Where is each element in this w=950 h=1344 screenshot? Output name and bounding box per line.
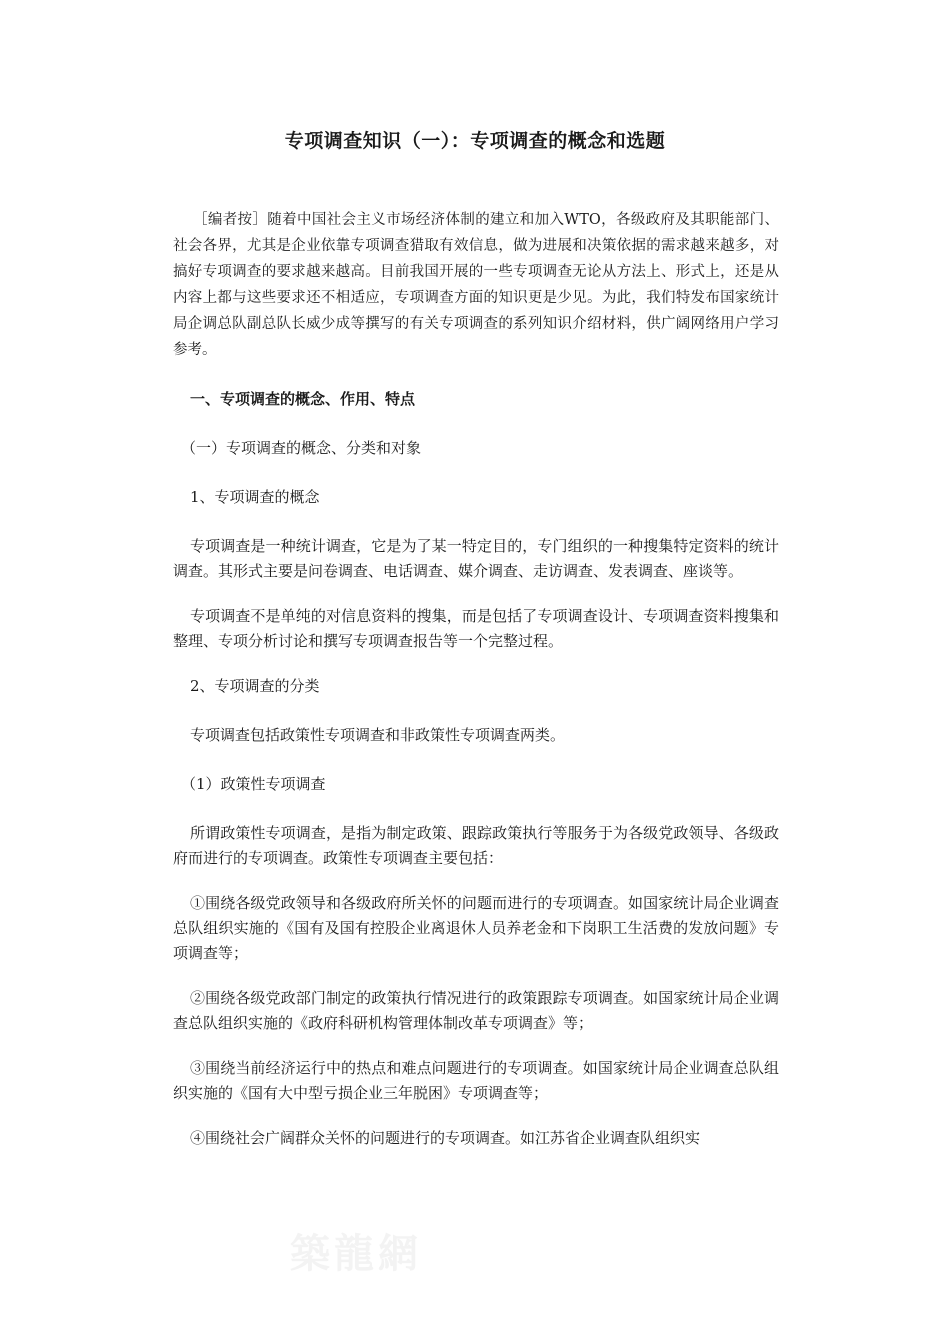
editor-note: ［编者按］随着中国社会主义市场经济体制的建立和加入WTO，各级政府及其职能部门、社会各界，尤其是企业依靠专项调查猎取有效信息，做为进展和决策依据的需求越来越多，对搞好专项调查的要求越来越高。目前我国开展的一些专项调查无论从方法上、形式上，还是从内容上都与这些要求还不相适应，专项调查方面的知识更是少见。为此，我们特发布国家统计局企调总队副总队长威少成等撰写的有关专项调查的系列知识介绍材料，供广阔网络用户学习参考。 — [173, 212, 779, 358]
subsection-heading: （一）专项调查的概念、分类和对象 — [181, 439, 422, 457]
section-heading: 一、专项调查的概念、作用、特点 — [190, 390, 416, 408]
paragraph: 所谓政策性专项调查，是指为制定政策、跟踪政策执行等服务于为各级党政领导、各级政府而进行的专项调查。政策性专项调查主要包括： — [173, 824, 779, 867]
list-item: ②围绕各级党政部门制定的政策执行情况进行的政策跟踪专项调查。如国家统计局企业调查总队组织实施的《政府科研机构管理体制改革专项调查》等； — [173, 989, 779, 1032]
list-item: ①围绕各级党政领导和各级政府所关怀的问题而进行的专项调查。如国家统计局企业调查总队组织实施的《国有及国有控股企业离退休人员养老金和下岗职工生活费的发放问题》专项调查等； — [173, 894, 779, 962]
paragraph: 专项调查是一种统计调查，它是为了某一特定目的，专门组织的一种搜集特定资料的统计调查。其形式主要是问卷调查、电话调查、媒介调查、走访调查、发表调查、座谈等。 — [173, 537, 779, 580]
watermark: 築龍網 — [290, 1230, 422, 1277]
page-title: 专项调查知识（一）：专项调查的概念和选题 — [284, 130, 666, 152]
list-item: ③围绕当前经济运行中的热点和难点问题进行的专项调查。如国家统计局企业调查总队组织实施的《国有大中型亏损企业三年脱困》专项调查等； — [173, 1059, 779, 1102]
paragraph: 专项调查不是单纯的对信息资料的搜集，而是包括了专项调查设计、专项调查资料搜集和整理、专项分析讨论和撰写专项调查报告等一个完整过程。 — [173, 607, 779, 650]
subitem-heading: （1）政策性专项调查 — [181, 775, 326, 793]
list-item: ④围绕社会广阔群众关怀的问题进行的专项调查。如江苏省企业调查队组织实 — [190, 1129, 701, 1147]
item-heading: 2、专项调查的分类 — [190, 677, 320, 695]
document-body — [173, 207, 779, 1171]
paragraph: 专项调查包括政策性专项调查和非政策性专项调查两类。 — [190, 726, 566, 744]
item-heading: 1、专项调查的概念 — [190, 488, 320, 506]
